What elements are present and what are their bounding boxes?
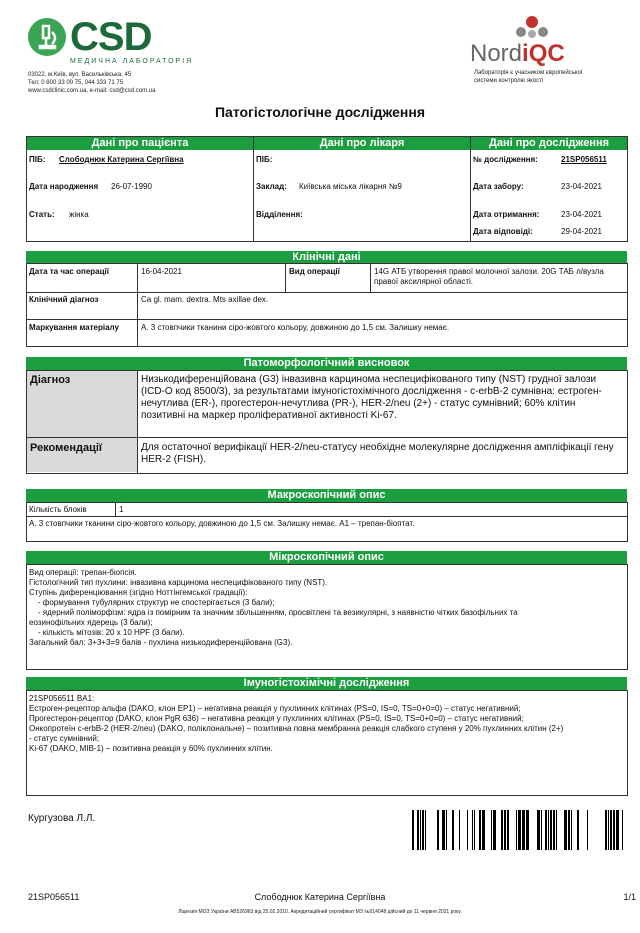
micro-line: - ядерний поліморфізм: ядра із помірним та значним збільшенням, просвітлені та везикулярні, з наявністю чітких базофільних та: [29, 608, 518, 617]
micro-header: Мікроскопічний опис: [26, 551, 627, 564]
receive-value: 23-04-2021: [561, 210, 602, 219]
marking-label: Маркування матеріалу: [29, 323, 119, 332]
study-id: 21SP056511: [561, 155, 607, 164]
ihc-line: 21SP056511 BA1:: [29, 694, 95, 703]
web-line[interactable]: www.csdclinic.com.ua, e-mail: csd@csd.com.ua: [28, 88, 156, 94]
ihc-line: Ki-67 (DAKO, MIB-1) – позитивна реакція у 60% пухлинних клітин.: [29, 744, 273, 753]
micro-line: - кількість мітозів: 20 х 10 HPF (3 бали).: [29, 628, 185, 637]
micro-line: Ступінь диференціювання (згідно Ноттінгемської градації):: [29, 588, 248, 597]
diagnosis-label: Діагноз: [30, 374, 71, 386]
phone-line: Тел: 0 800 33 00 75, 044 333 71 75: [28, 80, 124, 86]
ihc-text: [29, 694, 625, 754]
dob-value: 26-07-1990: [111, 182, 152, 191]
micro-block: [26, 564, 628, 670]
blocks-value: 1: [119, 505, 124, 514]
ihc-line: Онкопротеїн c-erbB-2 (HER-2/neu) (DAKO, поліклональне) – позитивна повна мембранна реакція слабкого ступеня у 20% пухлинних клітин (2+): [29, 724, 564, 733]
sex-label: Стать:: [29, 210, 55, 219]
nordiqc-caption: Лабораторія є учасником європейської системи контролю якості: [474, 70, 583, 84]
sex-value: жінка: [69, 210, 89, 219]
macro-table: [26, 502, 628, 542]
op-date-value: 16-04-2021: [141, 267, 182, 276]
ihc-header: Імуногістохімічні дослідження: [26, 677, 627, 690]
clinical-header: Клінічні дані: [26, 251, 627, 264]
clinical-diag-value: Ca gl. mam. dextra. Mts axillae dex.: [141, 295, 269, 304]
collect-value: 23-04-2021: [561, 182, 602, 191]
micro-line: - формування тубулярних структур не спостерігається (3 бали);: [29, 598, 275, 607]
micro-line: Загальний бал: 3+3+3=9 балів - пухлина низькодиференційована (G3).: [29, 638, 293, 647]
diagnosis-text: Низькодиференційована (G3) інвазивна карцинома неспецифікованого типу (NST) грудної залози (ICD-O код 8500/3), за результатами імуногістохімічного дослідження - c-erbB-2 сумнівна: естроген-нечутлива (ER-), прогестерон-нечутлива (PR-), HER-2/neu (2+) - статус сумнівний; 60% клітин позитивні на маркер проліферативної активності Ki-67.: [141, 374, 602, 421]
marking-value: А. 3 стовпчики тканини сіро-жовтого кольору, довжиною до 1,5 см. Залишку немає.: [141, 323, 450, 332]
ihc-line: Естроген-рецептор альфа (DAKO, клон EP1) – негативна реакція у пухлинних клітинах (PS=0, IS=0, TS=0+0=0) – статус негативний;: [29, 704, 521, 713]
doctor-header: Дані про лікаря: [254, 137, 470, 150]
macro-text: А. 3 стовпчики тканини сіро-жовтого кольору, довжиною до 1,5 см. Залишку немає. А1 – трепан-біоптат.: [29, 519, 415, 528]
footer-patient-name: Слободнюк Катерина Сергіївна: [254, 892, 386, 902]
nordiqc-wordmark: NordiQC: [470, 40, 565, 67]
micro-line: еозинофільних ядерець (3 бали);: [29, 618, 153, 627]
conclusion-table: [26, 370, 628, 474]
ihc-line: Прогестерон-рецептор (DAKO, клон PgR 636) – негативна реакція у пухлинних клітинах (PS=0, IS=0, TS=0+0=0) – статус негативний;: [29, 714, 524, 723]
collect-label: Дата забору:: [473, 182, 524, 191]
dob-label: Дата народження: [29, 182, 99, 191]
info-block: [26, 136, 628, 242]
ihc-block: [26, 690, 628, 796]
op-date-label: Дата та час операції: [29, 267, 109, 276]
reply-value: 29-04-2021: [561, 227, 602, 236]
barcode-icon: [412, 810, 628, 850]
op-type-label: Вид операції: [289, 267, 340, 276]
study-header: Дані про дослідження: [471, 137, 627, 150]
conclusion-header: Патоморфологічний висновок: [26, 357, 627, 370]
signature-name: Кургузова Л.Л.: [28, 813, 96, 824]
nordiqc-logo: [470, 14, 610, 104]
facility-value: Київська міська лікарня №9: [299, 182, 402, 191]
recommendations-text: Для остаточної верифікації HER-2/neu-статусу необхідне молекулярне дослідження ампліфікації гену HER-2 (FISH).: [141, 442, 614, 465]
recommendations-label: Рекомендації: [30, 442, 103, 454]
patient-header: Дані про пацієнта: [27, 137, 253, 150]
page-title: Патогістологічне дослідження: [214, 104, 425, 120]
clinical-table: [26, 263, 628, 347]
macro-header: Макроскопічний опис: [26, 489, 627, 502]
microscope-icon: [28, 18, 66, 56]
op-type-value: 14G АТБ утворення правої молочної залози. 20G ТАБ л/вузла правої аксилярної області.: [374, 267, 604, 286]
footer-license: Ліцензія МОЗ України АВ526963 від 25.02.2010. Акредитаційний сертифікат МЗ №014048 дійсний до 11 червня 2021 року.: [178, 909, 462, 915]
molecule-icon: [512, 14, 552, 40]
blocks-label: Кількість блоків: [29, 505, 87, 514]
study-id-label: № дослідження:: [473, 155, 538, 164]
dept-label: Відділення:: [256, 210, 303, 219]
footer-page-number: 1/1: [623, 892, 636, 902]
receive-label: Дата отримання:: [473, 210, 540, 219]
logo-letters: CSD: [70, 15, 152, 59]
micro-line: Вид операції: трепан-біопсія.: [29, 568, 137, 577]
facility-label: Заклад:: [256, 182, 287, 191]
patient-name: Слободнюк Катерина Сергіївна: [59, 155, 184, 164]
ihc-line: - статус сумнівний;: [29, 734, 100, 743]
doctor-name-label: ПІБ:: [256, 155, 273, 164]
address-line: 03022, м.Київ, вул. Васильківська, 45: [28, 72, 132, 78]
patient-name-label: ПІБ:: [29, 155, 46, 164]
micro-line: Гістологічний тип пухлини: інвазивна карцинома неспецифікованого типу (NST).: [29, 578, 328, 587]
csd-logo: [28, 14, 194, 74]
reply-label: Дата відповіді:: [473, 227, 533, 236]
micro-text: [29, 568, 625, 648]
footer-study-id: 21SP056511: [28, 892, 80, 902]
clinical-diag-label: Клінічний діагноз: [29, 295, 99, 304]
lab-address: [28, 71, 155, 95]
logo-subtitle: МЕДИЧНА ЛАБОРАТОРІЯ: [70, 58, 194, 65]
